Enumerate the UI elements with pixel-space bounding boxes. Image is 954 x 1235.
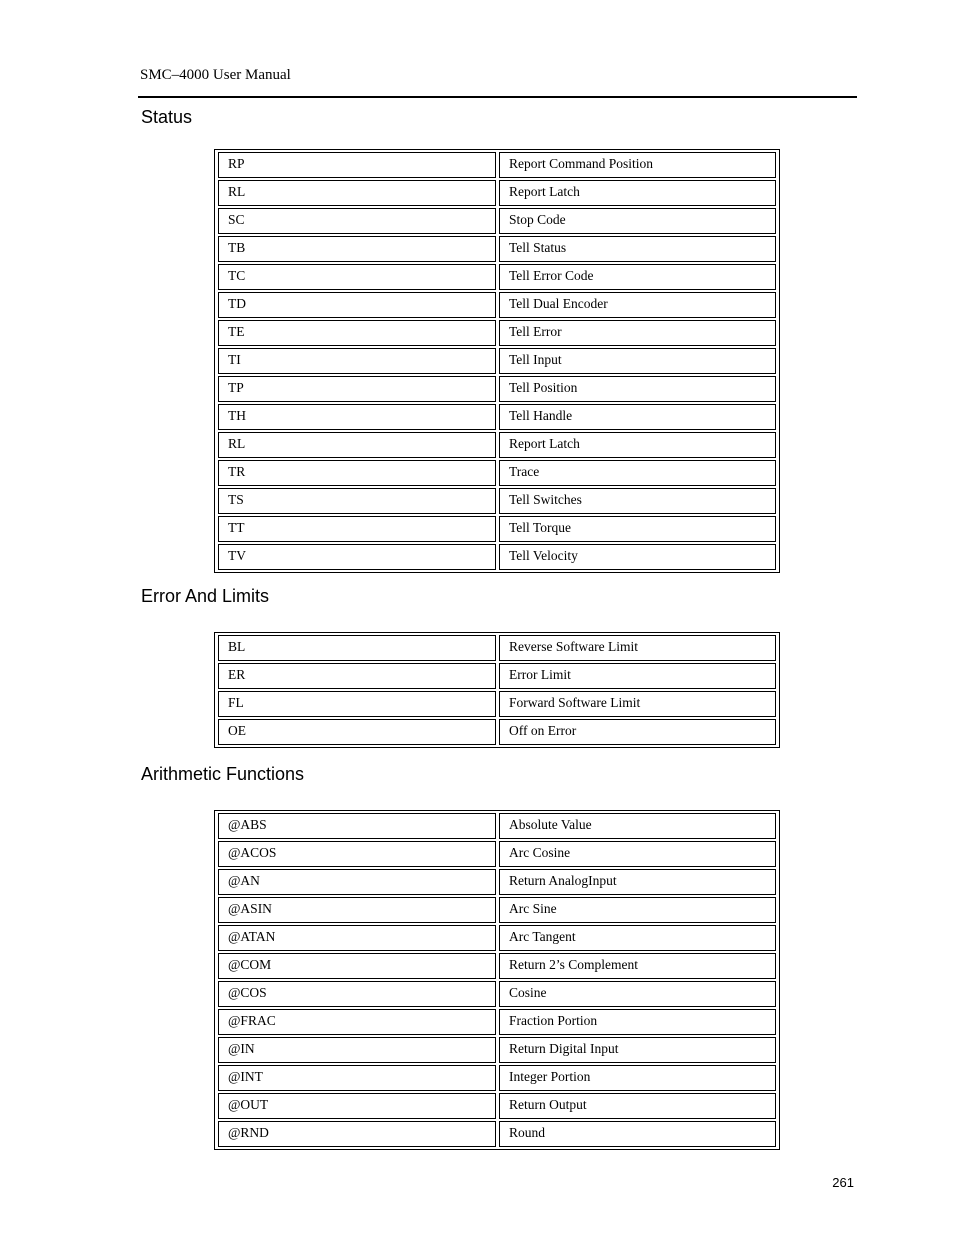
command-code: FL xyxy=(218,691,496,717)
command-description: Fraction Portion xyxy=(499,1009,776,1035)
command-description: Return AnalogInput xyxy=(499,869,776,895)
command-code: @ACOS xyxy=(218,841,496,867)
command-description: Arc Tangent xyxy=(499,925,776,951)
table-row xyxy=(218,292,776,318)
command-description: Forward Software Limit xyxy=(499,691,776,717)
command-code: SC xyxy=(218,208,496,234)
error-limits-command-table xyxy=(214,632,780,748)
command-code: @COS xyxy=(218,981,496,1007)
table-row xyxy=(218,1009,776,1035)
running-header: SMC–4000 User Manual xyxy=(140,67,291,83)
command-code: TB xyxy=(218,236,496,262)
header-rule xyxy=(138,96,857,98)
command-description: Cosine xyxy=(499,981,776,1007)
command-description: Return Output xyxy=(499,1093,776,1119)
command-description: Stop Code xyxy=(499,208,776,234)
table-row xyxy=(218,432,776,458)
command-code: RL xyxy=(218,180,496,206)
command-description: Tell Input xyxy=(499,348,776,374)
command-code: @IN xyxy=(218,1037,496,1063)
table-row xyxy=(218,1093,776,1119)
command-description: Off on Error xyxy=(499,719,776,745)
table-row xyxy=(218,841,776,867)
table-row xyxy=(218,691,776,717)
table-row xyxy=(218,663,776,689)
command-code: ER xyxy=(218,663,496,689)
command-description: Tell Switches xyxy=(499,488,776,514)
table-row xyxy=(218,897,776,923)
command-code: @FRAC xyxy=(218,1009,496,1035)
table-row xyxy=(218,635,776,661)
arithmetic-functions-table xyxy=(214,810,780,1150)
command-description: Report Command Position xyxy=(499,152,776,178)
command-description: Arc Cosine xyxy=(499,841,776,867)
section-heading-status: Status xyxy=(141,107,193,127)
command-code: @INT xyxy=(218,1065,496,1091)
section-heading-error-and-limits: Error And Limits xyxy=(141,586,270,606)
command-code: @COM xyxy=(218,953,496,979)
table-row xyxy=(218,544,776,570)
command-code: TH xyxy=(218,404,496,430)
table-row xyxy=(218,320,776,346)
command-code: @ATAN xyxy=(218,925,496,951)
command-description: Tell Error Code xyxy=(499,264,776,290)
command-description: Arc Sine xyxy=(499,897,776,923)
table-row xyxy=(218,488,776,514)
command-description: Return Digital Input xyxy=(499,1037,776,1063)
table-row xyxy=(218,516,776,542)
command-description: Tell Dual Encoder xyxy=(499,292,776,318)
command-code: TV xyxy=(218,544,496,570)
command-code: TR xyxy=(218,460,496,486)
command-description: Tell Status xyxy=(499,236,776,262)
command-code: @RND xyxy=(218,1121,496,1147)
table-row xyxy=(218,869,776,895)
table-row xyxy=(218,264,776,290)
command-code: @AN xyxy=(218,869,496,895)
command-description: Report Latch xyxy=(499,180,776,206)
table-row xyxy=(218,236,776,262)
command-code: BL xyxy=(218,635,496,661)
table-row xyxy=(218,180,776,206)
command-code: TD xyxy=(218,292,496,318)
section-heading-arithmetic-functions: Arithmetic Functions xyxy=(141,764,305,784)
command-description: Tell Velocity xyxy=(499,544,776,570)
command-code: TI xyxy=(218,348,496,374)
command-code: @ABS xyxy=(218,813,496,839)
table-row xyxy=(218,404,776,430)
command-code: TS xyxy=(218,488,496,514)
command-description: Absolute Value xyxy=(499,813,776,839)
table-row xyxy=(218,208,776,234)
table-row xyxy=(218,376,776,402)
command-description: Tell Position xyxy=(499,376,776,402)
command-code: OE xyxy=(218,719,496,745)
command-description: Report Latch xyxy=(499,432,776,458)
command-code: TP xyxy=(218,376,496,402)
command-code: TT xyxy=(218,516,496,542)
table-row xyxy=(218,152,776,178)
command-description: Reverse Software Limit xyxy=(499,635,776,661)
status-command-table xyxy=(214,149,780,573)
table-row xyxy=(218,953,776,979)
command-description: Tell Torque xyxy=(499,516,776,542)
command-code: RL xyxy=(218,432,496,458)
command-description: Error Limit xyxy=(499,663,776,689)
table-row xyxy=(218,1037,776,1063)
command-code: @ASIN xyxy=(218,897,496,923)
table-row xyxy=(218,925,776,951)
command-description: Integer Portion xyxy=(499,1065,776,1091)
command-code: TE xyxy=(218,320,496,346)
command-code: TC xyxy=(218,264,496,290)
table-row xyxy=(218,981,776,1007)
command-description: Trace xyxy=(499,460,776,486)
command-description: Return 2’s Complement xyxy=(499,953,776,979)
page-number: 261 xyxy=(832,1175,854,1190)
table-row xyxy=(218,348,776,374)
table-row xyxy=(218,460,776,486)
table-row xyxy=(218,1065,776,1091)
command-description: Round xyxy=(499,1121,776,1147)
table-row xyxy=(218,719,776,745)
command-description: Tell Error xyxy=(499,320,776,346)
command-description: Tell Handle xyxy=(499,404,776,430)
command-code: RP xyxy=(218,152,496,178)
table-row xyxy=(218,813,776,839)
command-code: @OUT xyxy=(218,1093,496,1119)
table-row xyxy=(218,1121,776,1147)
